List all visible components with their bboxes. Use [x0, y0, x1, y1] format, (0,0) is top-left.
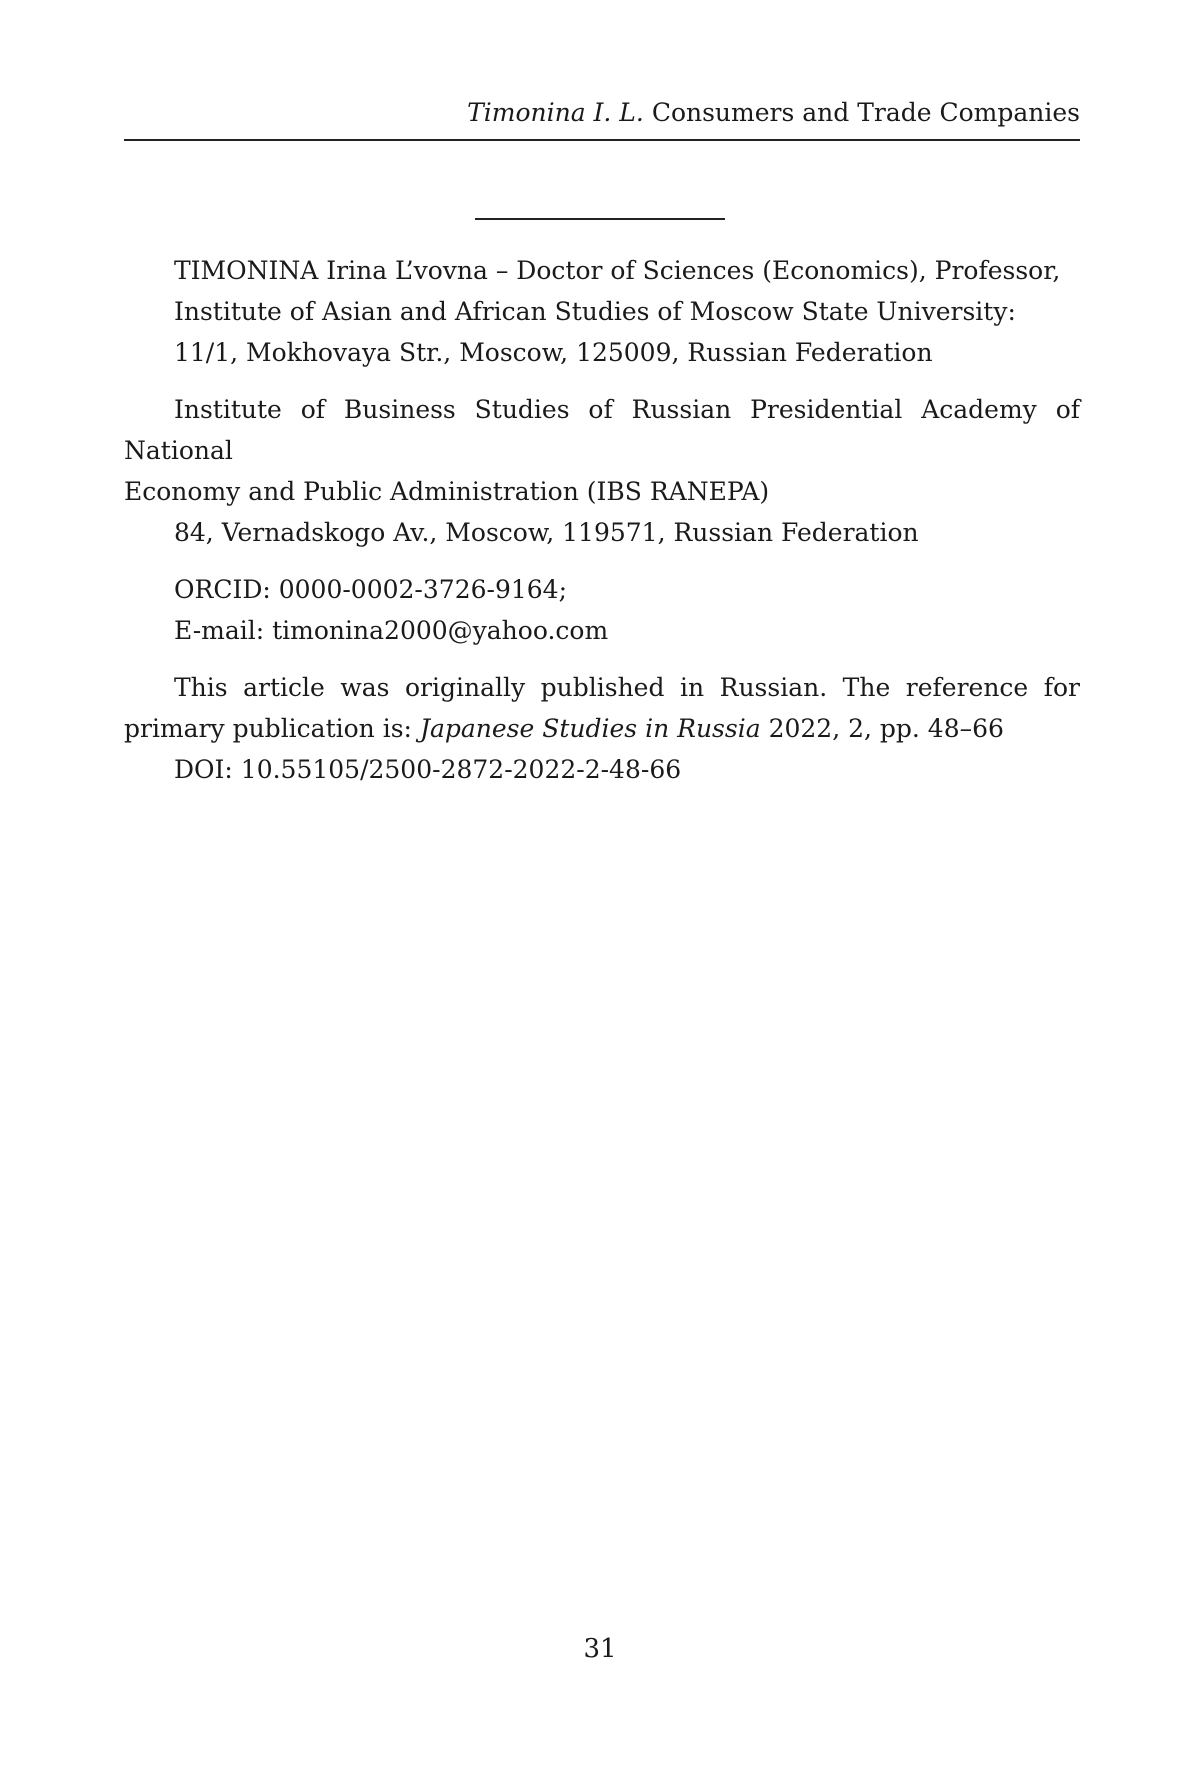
author-info: [124, 250, 1080, 806]
publication-note-line1: This article was originally published in Russian. The reference for: [174, 673, 1080, 702]
publication-note-line2: [124, 708, 1080, 749]
author-affiliation-line: Institute of Asian and African Studies of Moscow State University:: [174, 297, 1016, 326]
author-name-line: TIMONINA Irina L’vovna – Doctor of Sciences (Economics), Professor,: [174, 256, 1061, 285]
orcid: ORCID: 0000-0002-3726-9164;: [174, 575, 567, 604]
email: E-mail: timonina2000@yahoo.com: [174, 616, 609, 645]
doi: DOI: 10.55105/2500-2872-2022-2-48-66: [174, 755, 682, 784]
second-affiliation-address: 84, Vernadskogo Av., Moscow, 119571, Russian Federation: [174, 518, 919, 547]
second-affiliation-line2: Economy and Public Administration (IBS RANEPA): [124, 477, 770, 506]
publication-suffix: 2022, 2, pp. 48–66: [760, 714, 1004, 743]
publication-note: [124, 667, 1080, 790]
header-rule: [124, 139, 1080, 141]
page-number: 31: [583, 1634, 617, 1664]
contacts: [124, 569, 1080, 651]
author-block: [124, 250, 1080, 373]
running-header-author: Timonina I. L.: [467, 98, 644, 127]
running-header: [124, 96, 1080, 130]
publication-prefix: primary publication is:: [124, 714, 420, 743]
journal-title: Japanese Studies in Russia: [419, 714, 761, 743]
second-affiliation-line1: Institute of Business Studies of Russian Presidential Academy of National: [124, 395, 1080, 465]
section-separator-rule: [475, 218, 725, 220]
author-address-line: 11/1, Mokhovaya Str., Moscow, 125009, Russian Federation: [174, 338, 933, 367]
second-affiliation: [124, 389, 1080, 553]
running-header-title: Consumers and Trade Companies: [651, 98, 1080, 127]
